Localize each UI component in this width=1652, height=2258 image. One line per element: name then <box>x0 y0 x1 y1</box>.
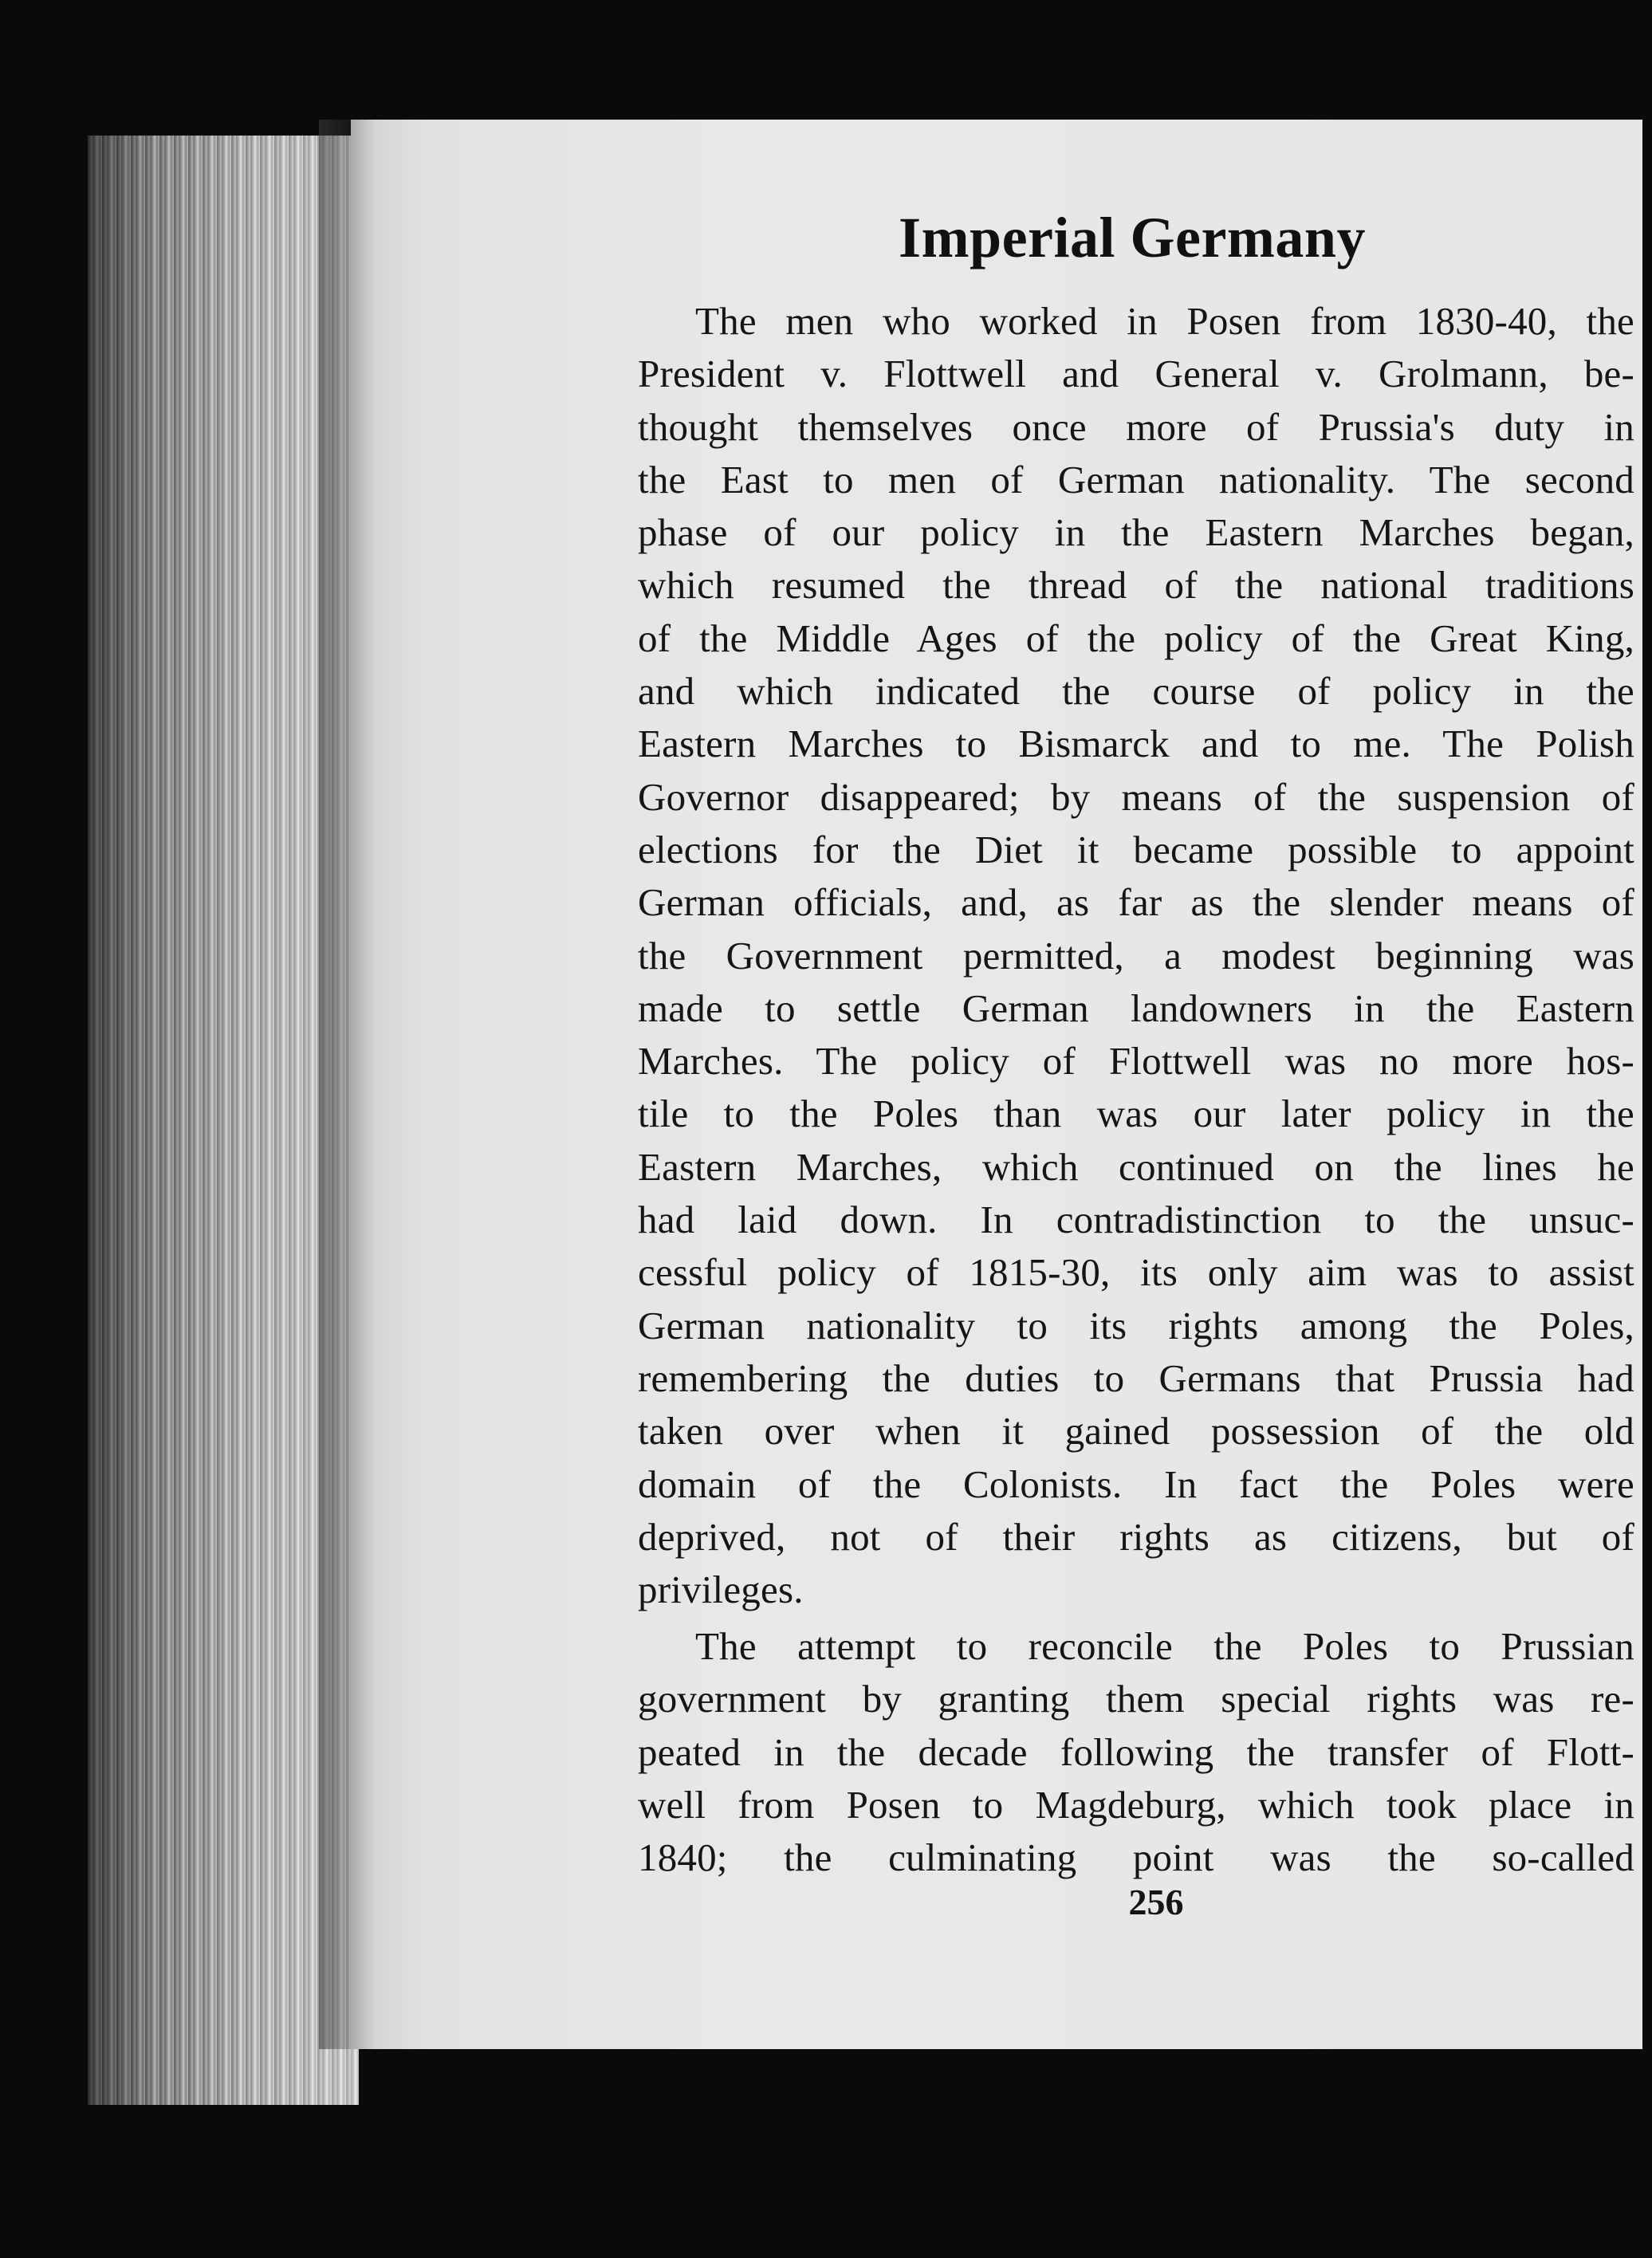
page-number: 256 <box>1128 1882 1184 1922</box>
text-line: The attempt to reconcile the Poles to Prussian <box>695 1624 1634 1668</box>
text-line: The men who worked in Posen from 1830-40, the <box>695 299 1634 343</box>
page-block-edge <box>88 136 359 2105</box>
text-line: thought themselves once more of Prussia's duty in <box>638 404 1634 449</box>
paragraph-2 <box>638 1620 1634 1884</box>
text-line: peated in the decade following the transfer of Flott- <box>638 1729 1634 1774</box>
text-line: of the Middle Ages of the policy of the Great King, <box>638 616 1634 660</box>
text-line: deprived, not of their rights as citizens, but of <box>638 1514 1634 1559</box>
text-line: Eastern Marches to Bismarck and to me. The Polish <box>638 722 1634 766</box>
text-line: government by granting them special rights was re- <box>638 1677 1634 1721</box>
text-line: cessful policy of 1815-30, its only aim was to assist <box>638 1250 1634 1295</box>
text-line: Governor disappeared; by means of the suspension of <box>638 774 1634 819</box>
text-line: tile to the Poles than was our later policy in the <box>638 1092 1634 1136</box>
text-line: Marches. The policy of Flottwell was no more hos- <box>638 1039 1634 1084</box>
gutter-shadow <box>319 120 375 2049</box>
text-line: elections for the Diet it became possible to appoint <box>638 827 1634 871</box>
text-line: phase of our policy in the Eastern Marches began, <box>638 510 1634 555</box>
text-line: domain of the Colonists. In fact the Poles were <box>638 1461 1634 1506</box>
text-line: taken over when it gained possession of the old <box>638 1409 1634 1454</box>
text-line: well from Posen to Magdeburg, which took place in <box>638 1782 1634 1827</box>
text-line: President v. Flottwell and General v. Grolmann, be- <box>638 352 1634 396</box>
text-line: made to settle German landowners in the Eastern <box>638 985 1634 1030</box>
text-line: which resumed the thread of the national traditions <box>638 563 1634 608</box>
text-line: and which indicated the course of policy in the <box>638 669 1634 714</box>
text-line: Eastern Marches, which continued on the lines he <box>638 1144 1634 1189</box>
text-line: had laid down. In contradistinction to the unsuc- <box>638 1198 1634 1242</box>
text-line: remembering the duties to Germans that Prussia had <box>638 1355 1634 1400</box>
running-head: Imperial Germany <box>899 206 1366 269</box>
text-line: German officials, and, as far as the slender means of <box>638 880 1634 925</box>
text-line: 1840; the culminating point was the so-called <box>638 1835 1634 1880</box>
text-line: the Government permitted, a modest beginning was <box>638 933 1634 978</box>
paragraph-1 <box>638 295 1634 1616</box>
text-line: privileges. <box>638 1568 804 1612</box>
text-line: German nationality to its rights among the Poles, <box>638 1303 1634 1347</box>
text-line: the East to men of German nationality. The second <box>638 457 1634 502</box>
